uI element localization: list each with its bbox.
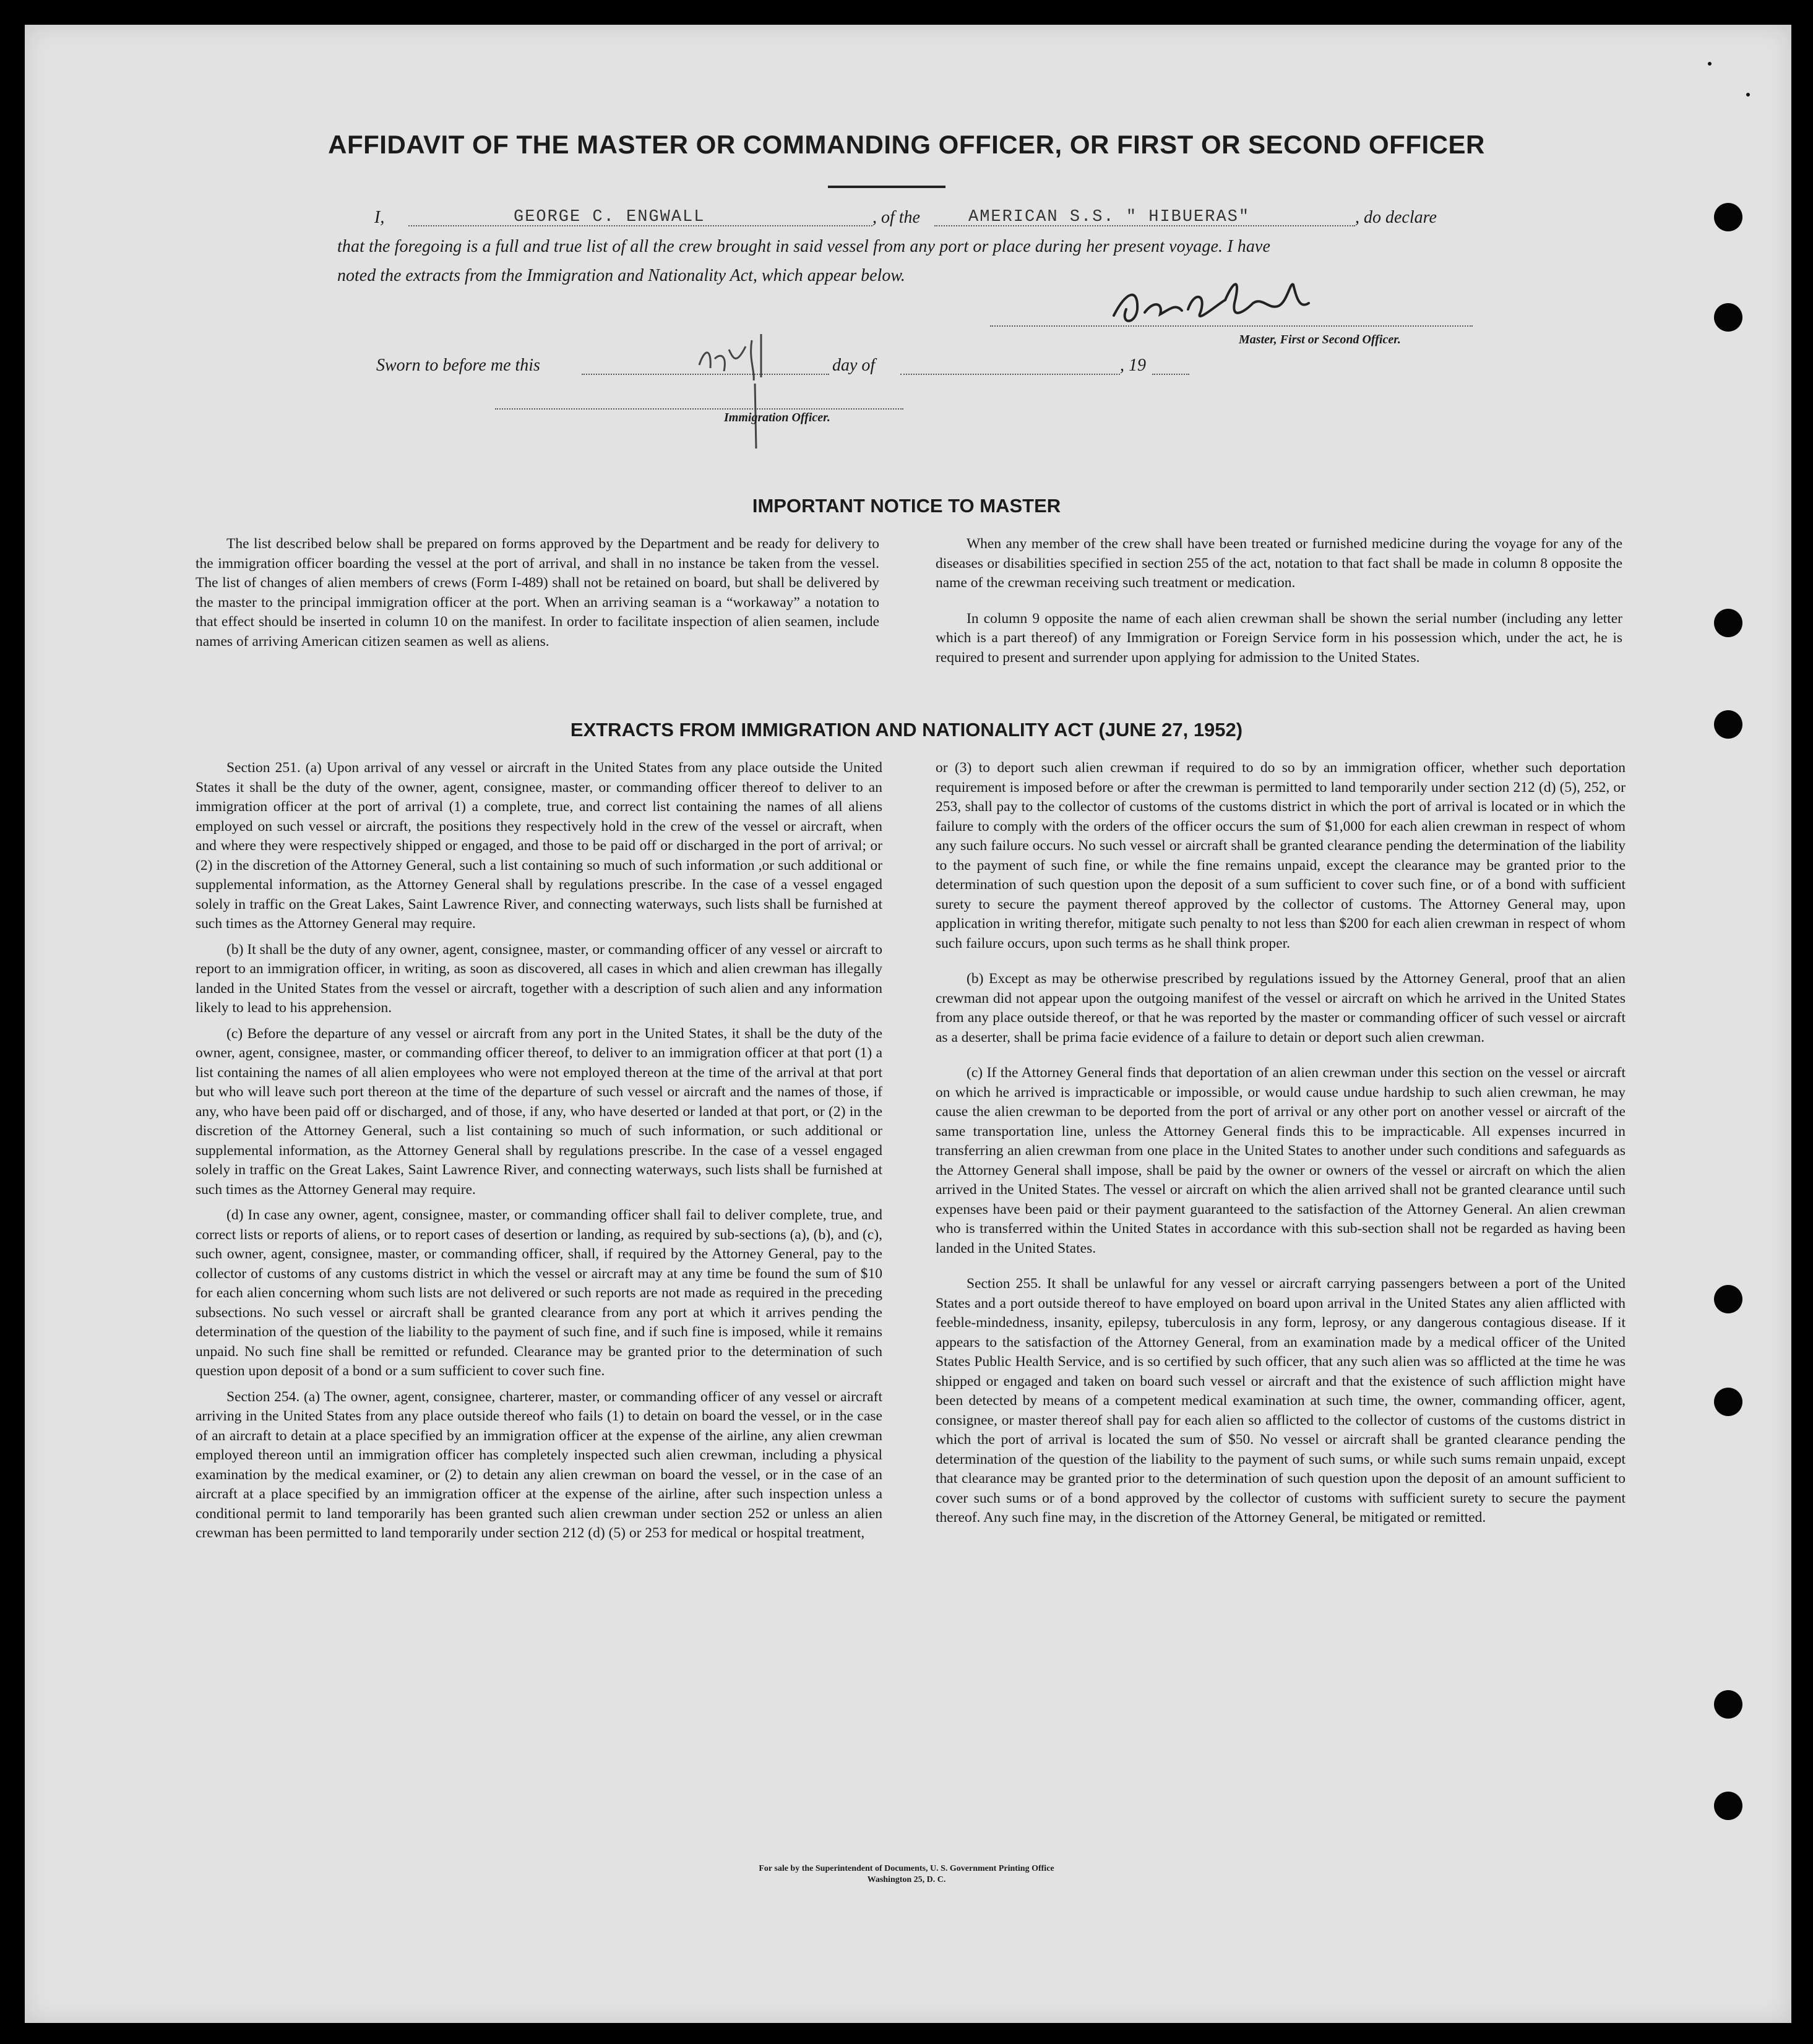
day-of-label: day of <box>832 356 876 375</box>
immigration-officer-line <box>495 408 903 410</box>
sworn-year-line <box>1152 374 1189 375</box>
do-declare-label: , do declare <box>1355 208 1437 227</box>
act-paragraph: (d) In case any owner, agent, consignee, master, or commanding officer shall fail to deliver complete, true, and correct lists or reports of aliens, or to report cases of desertion or landing, as required by sub-sections (a), (b), and (c), such owner, agent, consignee, master, or commanding officer, shall, if required by the Attorney General, pay to the collector of customs of any customs district in which the vessel or aircraft may at any time be found the sum of $10 for each alien concerning whom such lists are not delivered or such reports are not made as required in the preceding subsections. No such vessel or aircraft shall be granted clearance from any port at which it arrives pending the determination of the question of the liability to the payment of such fine, and if such fine is imposed, while it remains unpaid. No such fine shall be remitted or refunded. Clearance may be granted prior to the determination of such question upon deposit of a bond or a sum sufficient to cover such fine. <box>196 1207 882 1379</box>
signature-text <box>1108 291 1359 328</box>
sworn-prefix: Sworn to before me this <box>376 356 540 375</box>
sworn-month-line <box>900 374 1120 375</box>
footer-line-1: For sale by the Superintendent of Documents, U. S. Government Printing Office <box>759 1864 1054 1873</box>
act-paragraph: (b) Except as may be otherwise prescribed by regulations issued by the Attorney General, proof that an alien crewman did not appear upon the outgoing manifest of the vessel or aircraft on which he arrived in the United States from any place outside thereof, or that he was reported by the master or commanding officer of such vessel or aircraft as a deserter, shall be prima facie evidence of a failure to detain or deport such alien crewman. <box>936 971 1626 1046</box>
act-paragraph: or (3) to deport such alien crewman if required to do so by an immigration officer, whether such deportation requirement is imposed before or after the crewman is permitted to land temporarily under section 212 (d) (5), 252, or 253, shall pay to the collector of customs of the customs district in which the port of arrival is located or in which the failure to comply with the orders of the officer occurs the sum of $1,000 for each alien crewman in respect of whom any such failure occurs. No such vessel or aircraft shall be granted clearance pending the determination of the liability to the payment of such fine, or while the fine remains unpaid, except the clearance may be granted prior to the determination of such question upon the deposit of a sum sufficient to cover such fine, or of a bond with sufficient surety to secure the payment thereof approved by the collector of customs. The Attorney General may, upon application in writing therefor, mitigate such penalty to not less than $200 for each alien crewman in respect of whom such failure occurs, upon such terms as he shall think proper. <box>936 760 1626 951</box>
notice-left-column <box>196 535 879 658</box>
act-paragraph: (c) If the Attorney General finds that deportation of an alien crewman under this section on the vessel or aircraft on which he arrived is impracticable or impossible, or would cause undue hardship to such alien crewman, he may cause the alien crewman to be deported from the port of arrival or any other port on another vessel or aircraft of the same transportation line, unless the Attorney General finds this to be impracticable. All expenses incurred in transferring an alien crewman from one place in the United States to another under such conditions and safeguards as the Attorney General shall impose, shall be paid by the owner or owners of the vessel or aircraft on which the alien arrived in the United States. The vessel or aircraft on which the alien arrived shall not be granted clearance until such expenses have been paid or their payment guaranteed to the satisfaction of the Attorney General. An alien crewman who is transferred within the United States in accordance with this sub-section shall not be regarded as having been landed in the United States. <box>936 1065 1626 1256</box>
officer-name-field[interactable]: GEORGE C. ENGWALL <box>514 208 705 226</box>
act-paragraph: Section 255. It shall be unlawful for any vessel or aircraft carrying passengers between a port of the United States and a port outside thereof to have employed on board upon arrival in the United States any alien afflicted with feeble-mindedness, insanity, epilepsy, tuberculosis in any form, leprosy, or any dangerous contagious disease. If it appears to the satisfaction of the Attorney General, from an examination made by a medical officer of the United States Public Health Service, and is so certified by such officer, that any such alien was so afflicted at the time he was shipped or engaged and taken on board such vessel or aircraft and that the existence of such affliction might have been detected by means of a competent medical examination at such time, the owner, commanding officer, agent, consignee, or master thereof shall pay for each alien so afflicted to the collector of customs of the customs district in which the port of arrival is located the sum of $50. No vessel or aircraft shall be granted clearance pending the determination of the question of the liability to the payment of such sums, or while such sums remain unpaid, except that clearance may be granted prior to the determination of such question upon the deposit of an amount sufficient to cover such sums or of a bond approved by the collector of customs with sufficient surety to secure the payment thereof. Any such fine may, in the discretion of the Attorney General, be mitigated or remitted. <box>936 1276 1626 1526</box>
act-paragraph: (b) It shall be the duty of any owner, agent, consignee, master, or commanding officer of any vessel or aircraft to report to an immigration officer, in writing, as soon as discovered, all cases in which and alien crewman has illegally landed in the United States from the vessel or aircraft, together with a description of such alien and any information likely to lead to his apprehension. <box>196 941 882 1016</box>
speck <box>1746 93 1750 97</box>
form-title: AFFIDAVIT OF THE MASTER OR COMMANDING OFFICER, OR FIRST OR SECOND OFFICER <box>328 130 1485 159</box>
stamp-scribble <box>693 322 767 452</box>
vessel-name-field[interactable]: AMERICAN S.S. " HIBUERAS" <box>968 208 1251 226</box>
binder-hole <box>1714 1388 1742 1416</box>
binder-hole <box>1714 1285 1742 1313</box>
year-prefix-label: , 19 <box>1120 356 1146 375</box>
extracts-left-column <box>196 758 882 1550</box>
title-rule <box>828 186 945 188</box>
extracts-right-column <box>936 758 1626 1534</box>
binder-hole <box>1714 1792 1742 1820</box>
declaration-line-3: noted the extracts from the Immigration and Nationality Act, which appear below. <box>337 266 905 285</box>
declaration-prefix: I, <box>374 208 385 227</box>
footer-line-2: Washington 25, D. C. <box>867 1875 946 1884</box>
notice-right-column <box>936 535 1622 674</box>
immigration-officer-label: Immigration Officer. <box>724 411 830 424</box>
notice-paragraph: The list described below shall be prepared on forms approved by the Department and be ready for delivery to the immigration officer boarding the vessel at the port of arrival, and shall in no instance be taken from the vessel. The list of changes of alien members of crews (Form I-489) shall not be retained on board, but shall be delivered by the master to the principal immigration officer at the port. When an arriving seaman is a “workaway” a notation to that effect should be inserted in column 10 on the manifest. In order to facilitate inspection of alien seamen, include names of arriving American citizen seamen as well as aliens. <box>196 536 879 650</box>
signature-label: Master, First or Second Officer. <box>1239 333 1401 346</box>
binder-hole <box>1714 303 1742 332</box>
act-paragraph: Section 251. (a) Upon arrival of any vessel or aircraft in the United States from any place outside the United States it shall be the duty of the owner, agent, consignee, master, or commanding officer thereof to deliver to an immigration officer at the port of arrival (1) a complete, true, and correct list containing the names of all aliens employed on such vessel or aircraft, the positions they respectively hold in the crew of the vessel or aircraft, when and where they were respectively shipped or engaged, and those to be paid off or discharged in the port of arrival; or (2) in the discretion of the Attorney General, such a list containing so much of such information ,or such additional or supplemental information, as the Attorney General shall by regulations prescribe. In the case of a vessel engaged solely in traffic on the Great Lakes, Saint Lawrence River, and connecting waterways, such lists shall be furnished at such times as the Attorney General may require. <box>196 760 882 932</box>
binder-hole <box>1714 203 1742 231</box>
of-the-label: , of the <box>872 208 920 227</box>
declaration-line-2: that the foregoing is a full and true list of all the crew brought in said vessel from any port or place during her present voyage. I have <box>337 237 1270 256</box>
binder-hole <box>1714 609 1742 637</box>
speck <box>1708 62 1712 66</box>
notice-heading: IMPORTANT NOTICE TO MASTER <box>752 495 1061 517</box>
binder-hole <box>1714 1690 1742 1719</box>
extracts-heading: EXTRACTS FROM IMMIGRATION AND NATIONALITY ACT (JUNE 27, 1952) <box>570 719 1243 741</box>
act-paragraph: (c) Before the departure of any vessel or aircraft from any port in the United States, it shall be the duty of the owner, agent, consignee, master, or commanding officer thereof, to deliver to an immigration officer at that port (1) a list containing the names of all alien employees who were not employed thereon at the time of the arrival at that port but who will leave such port thereon at the time of the departure of such vessel or aircraft and the names of those, if any, who have been paid off or discharged, and of those, if any, who have deserted or landed at that port, or (2) in the discretion of the Attorney General, such a list containing so much of such information, or such additional or supplemental information, as the Attorney General shall by regulations prescribe. In the case of a vessel engaged solely in traffic on the Great Lakes, Saint Lawrence River, and connecting waterways, such lists shall be furnished at such times as the Attorney General may require. <box>196 1025 882 1198</box>
notice-paragraph: When any member of the crew shall have been treated or furnished medicine during the voyage for any of the diseases or disabilities specified in section 255 of the act, notation to that fact shall be made in column 8 opposite the name of the crewman receiving such treatment or medication. <box>936 536 1622 591</box>
notice-paragraph: In column 9 opposite the name of each alien crewman shall be shown the serial number (including any letter which is a part thereof) of any Immigration or Foreign Service form in his possession which, under the act, he is required to present and surrender upon applying for admission to the United States. <box>936 610 1622 666</box>
act-paragraph: Section 254. (a) The owner, agent, consignee, charterer, master, or commanding officer of any vessel or aircraft arriving in the United States from any place outside thereof who fails (1) to detain on board the vessel, or in the case of an aircraft to detain at a place specified by an immigration officer at the expense of the airline, any alien crewman employed thereon until an immigration officer has completely inspected such alien crewman, including a physical examination by the medical examiner, or (2) to detain any alien crewman on board the vessel, or in the case of an aircraft at a place specified by an immigration officer at the expense of the airline, after such inspection unless a conditional permit to land temporarily has been granted such alien crewman under section 252 or unless an alien crewman has been permitted to land temporarily under section 212 (d) (5) or 253 for medical or hospital treatment, <box>196 1388 882 1541</box>
printing-office-footer <box>0 1863 1813 1886</box>
